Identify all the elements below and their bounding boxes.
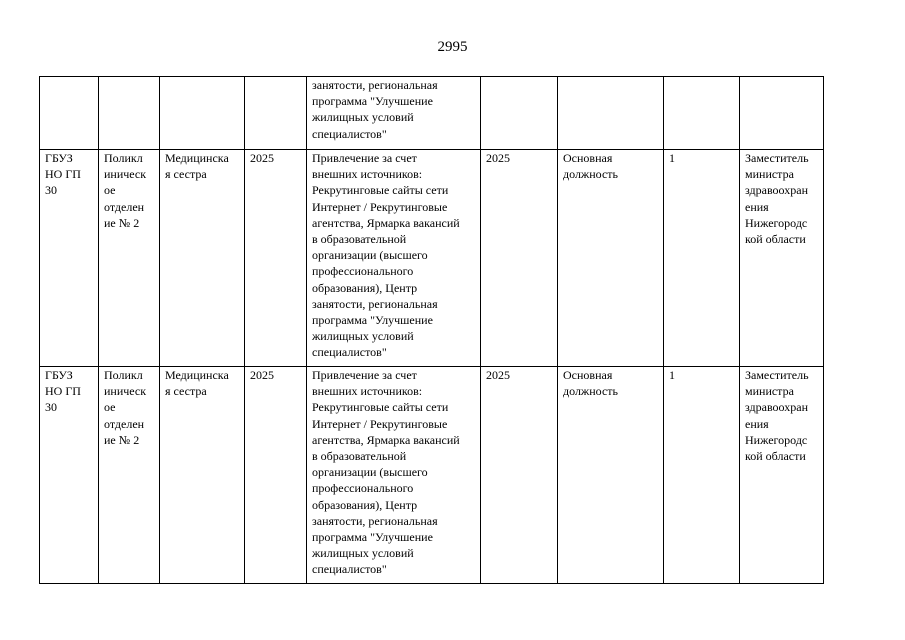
- cell-organization: [40, 77, 99, 150]
- cell-year-hire: 2025: [481, 367, 558, 584]
- cell-year-needed: 2025: [245, 150, 307, 367]
- cell-count: 1: [664, 367, 740, 584]
- cell-source: [307, 77, 481, 150]
- table-row: [40, 367, 824, 584]
- cell-position: [160, 77, 245, 150]
- cell-organization: ГБУЗ НО ГП 30: [40, 367, 99, 584]
- cell-job-type: [558, 77, 664, 150]
- cell-job-type: Основная должность: [558, 150, 664, 367]
- cell-year-needed: 2025: [245, 367, 307, 584]
- cell-year-hire: [481, 77, 558, 150]
- cell-position: Медицинска я сестра: [160, 367, 245, 584]
- cell-year-needed: [245, 77, 307, 150]
- cell-source: Привлечение за счет внешних источников: Рекрутинговые сайты сети Интернет / Рекрутинговые агентства, Ярмарка вакансий в образовательной организации (высшего профессионального образования), Центр занятости, региональная программа "Улучшение жилищных условий специалистов": [307, 367, 481, 584]
- cell-responsible: [740, 77, 824, 150]
- cell-position: Медицинска я сестра: [160, 150, 245, 367]
- cell-job-type: Основная должность: [558, 367, 664, 584]
- table-row-continuation: [40, 77, 824, 150]
- cell-year-hire: 2025: [481, 150, 558, 367]
- cell-department: [99, 77, 160, 150]
- cell-count: 1: [664, 150, 740, 367]
- staffing-table: [39, 76, 824, 584]
- page-number: 2995: [437, 39, 468, 55]
- cell-department: Поликл иническ ое отделен ие № 2: [99, 367, 160, 584]
- cell-organization: ГБУЗ НО ГП 30: [40, 150, 99, 367]
- cell-responsible: Заместитель министра здравоохран ения Нижегородс кой области: [740, 150, 824, 367]
- cell-source: Привлечение за счет внешних источников: Рекрутинговые сайты сети Интернет / Рекрутинговые агентства, Ярмарка вакансий в образовательной организации (высшего профессионального образования), Центр занятости, региональная программа "Улучшение жилищных условий специалистов": [307, 150, 481, 367]
- cell-department: Поликл иническ ое отделен ие № 2: [99, 150, 160, 367]
- source-text: занятости, региональная программа "Улучшение жилищных условий специалистов": [312, 78, 438, 141]
- table-row: [40, 150, 824, 367]
- cell-responsible: Заместитель министра здравоохран ения Нижегородс кой области: [740, 367, 824, 584]
- cell-count: [664, 77, 740, 150]
